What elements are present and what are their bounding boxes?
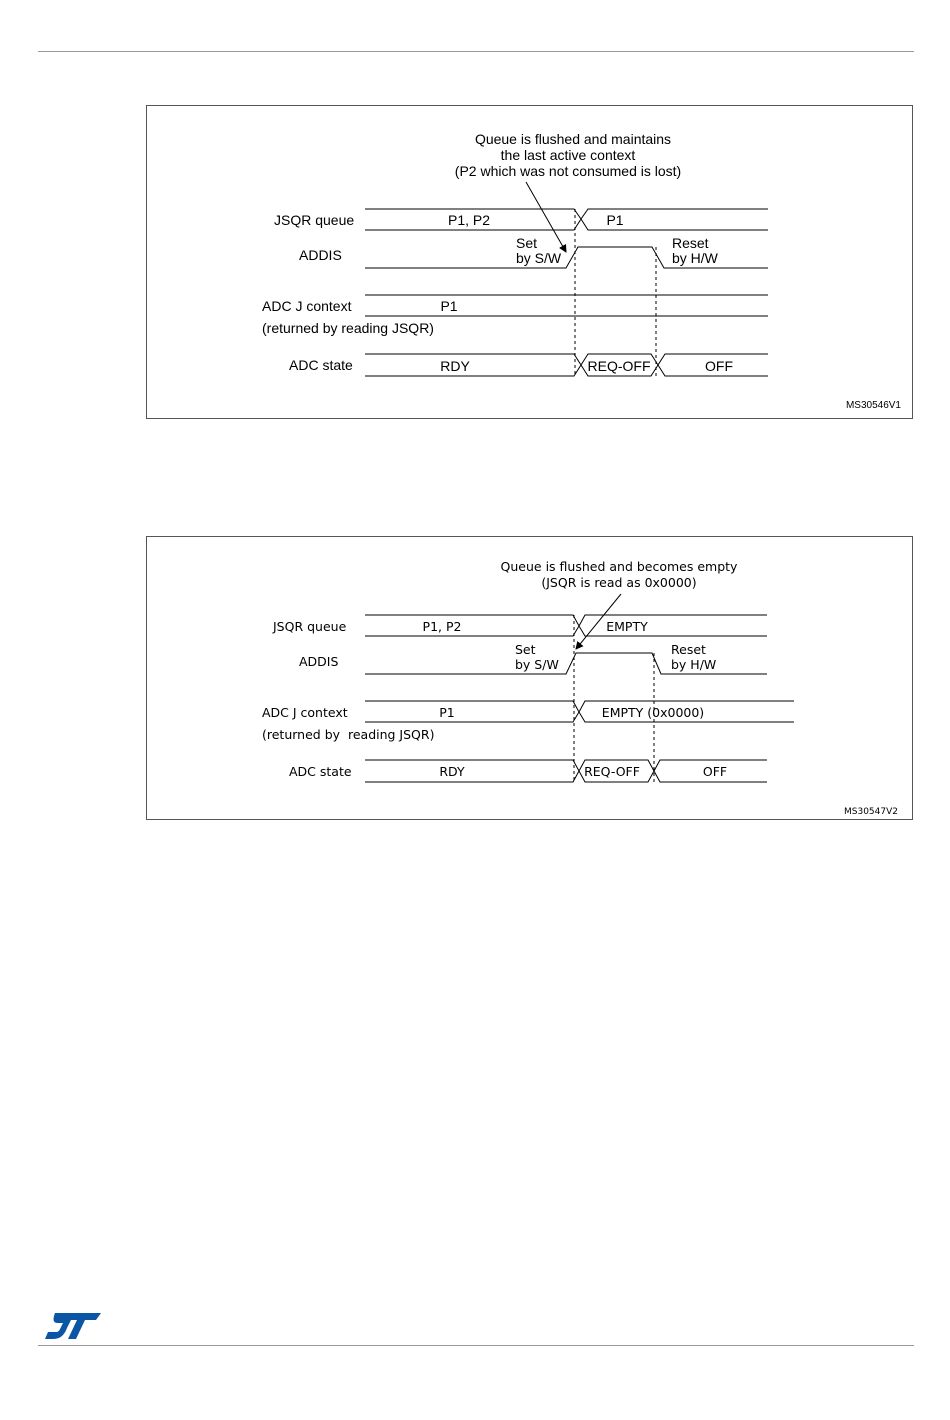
state-value-rdy: RDY <box>439 764 465 779</box>
label-returned-by: (returned by reading JSQR) <box>262 320 434 336</box>
label-adc-state: ADC state <box>289 764 352 779</box>
state-value-reqoff: REQ-OFF <box>584 764 640 779</box>
label-adc-state: ADC state <box>289 357 353 373</box>
label-adc-j-context: ADC J context <box>262 298 352 314</box>
context-value-before: P1 <box>439 705 455 720</box>
label-jsqr-queue: JSQR queue <box>274 212 355 228</box>
addis-set-label-1: Set <box>516 235 538 251</box>
top-rule <box>38 51 914 52</box>
addis-reset-label-1: Reset <box>671 642 706 657</box>
queue-value-before: P1, P2 <box>447 212 491 228</box>
timing-diagram-2-svg <box>147 537 914 821</box>
annotation-line-3: (P2 which was not consumed is lost) <box>454 163 682 179</box>
annotation-line-2: the last active context <box>500 147 636 163</box>
context-value-after: EMPTY (0x0000) <box>601 705 705 720</box>
context-value: P1 <box>440 298 458 314</box>
addis-set-label-2: by S/W <box>515 657 559 672</box>
state-bus-rdy <box>365 760 579 782</box>
annotation-line-2: (JSQR is read as 0x0000) <box>541 575 697 590</box>
label-addis: ADDIS <box>299 654 339 669</box>
state-value-off: OFF <box>702 764 728 779</box>
state-value-off: OFF <box>705 358 733 374</box>
state-value-rdy: RDY <box>440 358 470 374</box>
bottom-rule <box>38 1345 914 1346</box>
annotation-line-1: Queue is flushed and becomes empty <box>500 559 738 574</box>
queue-value-after: P1 <box>606 212 624 228</box>
addis-reset-label-2: by H/W <box>672 250 718 266</box>
addis-reset-label-2: by H/W <box>671 657 717 672</box>
st-logo <box>44 1310 102 1342</box>
addis-set-label-2: by S/W <box>516 250 562 266</box>
figure-code: MS30547V2 <box>844 807 898 817</box>
state-value-reqoff: REQ-OFF <box>587 358 651 374</box>
timing-diagram-2 <box>146 536 913 820</box>
context-bus-before <box>365 701 579 722</box>
queue-value-before: P1, P2 <box>422 619 462 634</box>
state-bus-rdy <box>365 354 581 376</box>
st-logo-icon <box>44 1310 102 1342</box>
queue-bus-before <box>365 615 579 636</box>
addis-set-label-1: Set <box>515 642 536 657</box>
timing-diagram-1 <box>146 105 913 419</box>
label-jsqr-queue: JSQR queue <box>273 619 347 634</box>
timing-diagram-1-svg <box>147 106 914 420</box>
label-adc-j-context: ADC J context <box>262 705 348 720</box>
figure-code: MS30546V1 <box>845 400 901 411</box>
label-addis: ADDIS <box>299 247 342 263</box>
label-returned-by: (returned by reading JSQR) <box>262 727 435 742</box>
addis-reset-label-1: Reset <box>672 235 709 251</box>
queue-value-after: EMPTY <box>606 619 648 634</box>
annotation-line-1: Queue is flushed and maintains <box>474 131 672 147</box>
